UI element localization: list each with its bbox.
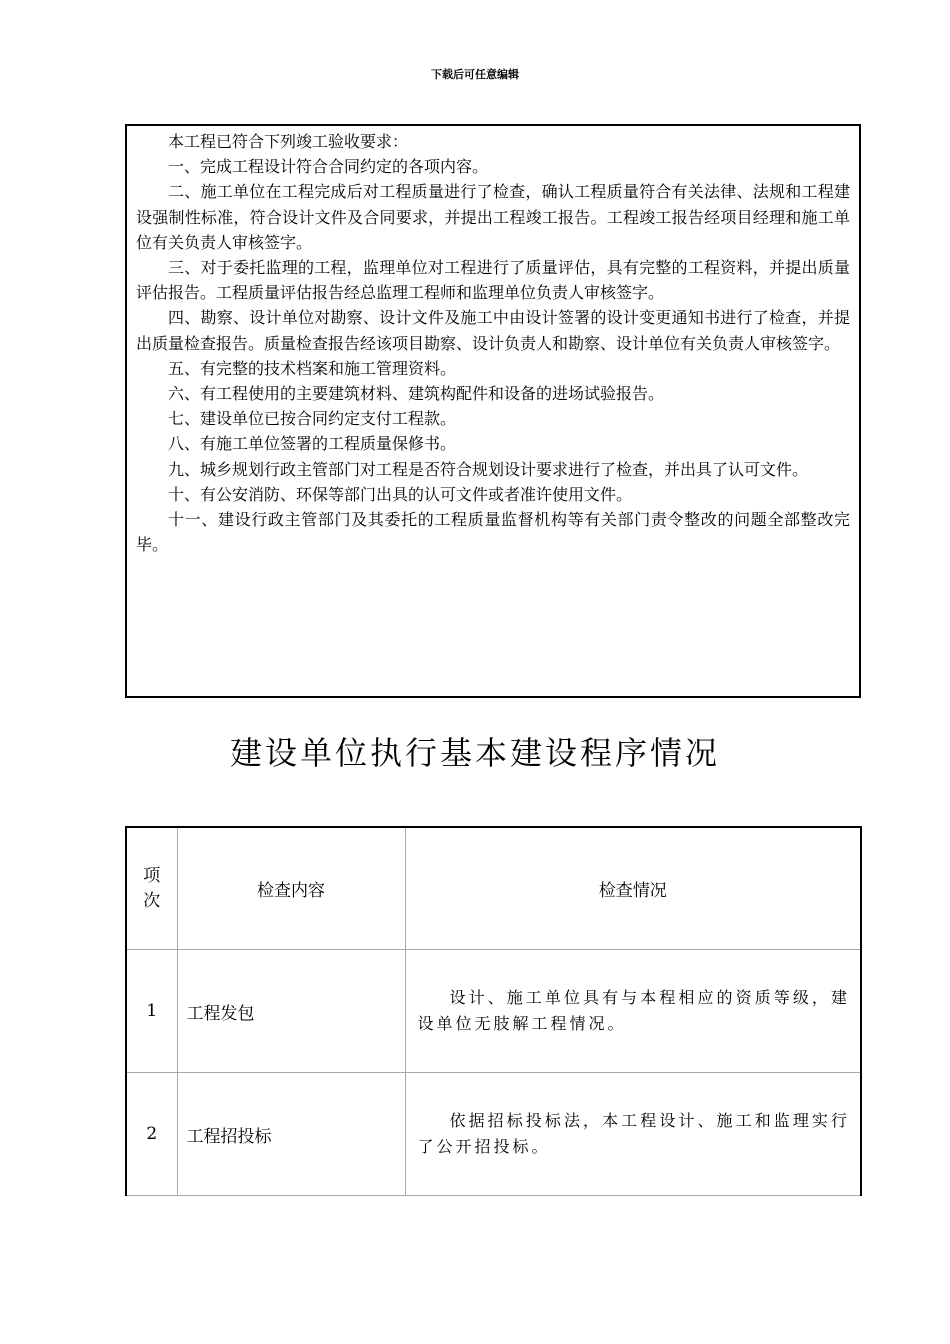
row-index-cell: 2: [126, 1073, 177, 1196]
header-item-cell: 检查内容: [177, 827, 405, 950]
header-note: 下载后可任意编辑: [431, 68, 519, 81]
requirement-item: 六、有工程使用的主要建筑材料、建筑构配件和设备的进场试验报告。: [168, 384, 665, 404]
requirement-item: 一、完成工程设计符合合同约定的各项内容。: [168, 157, 489, 177]
row-item-cell: 工程发包: [177, 950, 405, 1073]
requirement-item: 九、城乡规划行政主管部门对工程是否符合规划设计要求进行了检查，并出具了认可文件。: [168, 459, 809, 479]
requirement-item: 二、施工单位在工程完成后对工程质量进行了检查，确认工程质量符合有关法律、法规和工程建设强制性标准，符合设计文件及合同要求，并提出工程竣工报告。工程竣工报告经项目经理和施工单位有关负责人审核签字。: [136, 182, 850, 252]
requirement-item: 十、有公安消防、环保等部门出具的认可文件或者准许使用文件。: [168, 484, 633, 504]
row-status-text: 设计、施工单位具有与本程相应的资质等级，建设单位无肢解工程情况。: [417, 988, 850, 1033]
row-status-cell: [405, 950, 861, 1073]
header-index-cell: [126, 827, 177, 950]
header-index-line1: 项: [143, 865, 161, 886]
row-status-text: 依据招标投标法，本工程设计、施工和监理实行了公开招投标。: [417, 1111, 850, 1156]
requirements-intro: 本工程已符合下列竣工验收要求：: [168, 132, 409, 151]
requirement-item: 七、建设单位已按合同约定支付工程款。: [168, 409, 457, 429]
procedure-check-table: [125, 826, 862, 1196]
row-index-cell: 1: [126, 950, 177, 1073]
table-header-row: [126, 827, 861, 950]
header-status-cell: 检查情况: [405, 827, 861, 950]
section-title: 建设单位执行基本建设程序情况: [229, 734, 720, 772]
row-status-cell: [405, 1073, 861, 1196]
requirement-item: 十一、建设行政主管部门及其委托的工程质量监督机构等有关部门责令整改的问题全部整改完毕。: [136, 510, 850, 555]
requirement-item: 三、对于委托监理的工程，监理单位对工程进行了质量评估，具有完整的工程资料，并提出质量评估报告。工程质量评估报告经总监理工程师和监理单位负责人审核签字。: [136, 258, 850, 303]
table-row: [126, 1073, 861, 1196]
requirement-item: 五、有完整的技术档案和施工管理资料。: [168, 358, 457, 378]
completion-requirements-box: [125, 124, 861, 698]
requirement-item: 四、勘察、设计单位对勘察、设计文件及施工中由设计签署的设计变更通知书进行了检查，并提出质量检查报告。质量检查报告经该项目勘察、设计负责人和勘察、设计单位有关负责人审核签字。: [136, 308, 850, 353]
header-index-line2: 次: [143, 890, 161, 911]
requirement-item: 八、有施工单位签署的工程质量保修书。: [168, 434, 457, 454]
row-item-cell: 工程招投标: [177, 1073, 405, 1196]
table-row: [126, 950, 861, 1073]
